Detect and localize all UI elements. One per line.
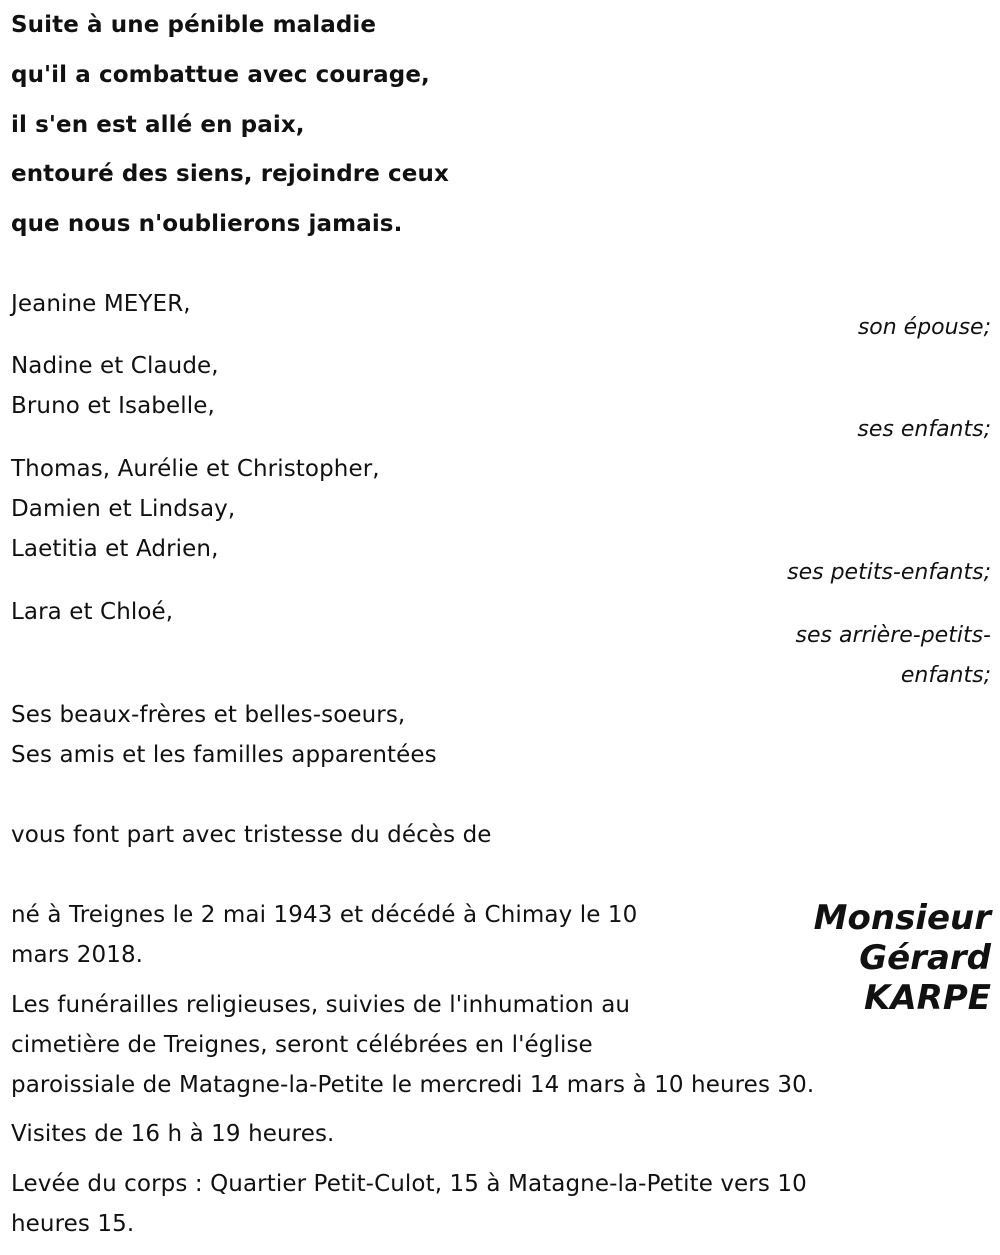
spouse-name: Jeanine MEYER, bbox=[11, 291, 191, 317]
levee-line: heures 15. bbox=[11, 1211, 135, 1237]
others-line: Ses amis et les familles apparentées bbox=[11, 742, 437, 768]
funeral-line: Les funérailles religieuses, suivies de l'inhumation au bbox=[11, 992, 631, 1018]
intro-line: qu'il a combattue avec courage, bbox=[11, 62, 430, 88]
birth-death-line: né à Treignes le 2 mai 1943 et décédé à Chimay le 10 bbox=[11, 902, 638, 928]
children-role: ses enfants; bbox=[857, 417, 991, 442]
intro-line: que nous n'oublierons jamais. bbox=[11, 211, 403, 237]
deceased-first-name: Gérard bbox=[859, 938, 991, 978]
great-grandchild-name: Lara et Chloé, bbox=[11, 599, 174, 625]
intro-line: Suite à une pénible maladie bbox=[11, 12, 377, 38]
visits-text: Visites de 16 h à 19 heures. bbox=[11, 1121, 335, 1147]
deceased-title: Monsieur bbox=[813, 898, 991, 938]
grandchild-name: Laetitia et Adrien, bbox=[11, 536, 219, 562]
child-name: Nadine et Claude, bbox=[11, 353, 219, 379]
announcement-text: vous font part avec tristesse du décès de bbox=[11, 822, 492, 848]
deceased-last-name: KARPE bbox=[864, 978, 991, 1018]
funeral-line: paroissiale de Matagne-la-Petite le mercredi 14 mars à 10 heures 30. bbox=[11, 1072, 815, 1098]
spouse-role: son épouse; bbox=[857, 315, 991, 340]
deceased-name bbox=[814, 898, 991, 1018]
child-name: Bruno et Isabelle, bbox=[11, 393, 215, 419]
levee-line: Levée du corps : Quartier Petit-Culot, 15 à Matagne-la-Petite vers 10 bbox=[11, 1171, 807, 1197]
grandchild-name: Thomas, Aurélie et Christopher, bbox=[11, 456, 380, 482]
intro-line: il s'en est allé en paix, bbox=[11, 112, 305, 138]
others-line: Ses beaux-frères et belles-soeurs, bbox=[11, 702, 406, 728]
birth-death-line: mars 2018. bbox=[11, 942, 144, 968]
funeral-line: cimetière de Treignes, seront célébrées en l'église bbox=[11, 1032, 593, 1058]
grandchild-name: Damien et Lindsay, bbox=[11, 496, 236, 522]
intro-line: entouré des siens, rejoindre ceux bbox=[11, 161, 449, 187]
grandchildren-role: ses petits-enfants; bbox=[787, 560, 991, 585]
great-grandchildren-role: enfants; bbox=[900, 663, 991, 688]
great-grandchildren-role: ses arrière-petits- bbox=[795, 623, 991, 648]
